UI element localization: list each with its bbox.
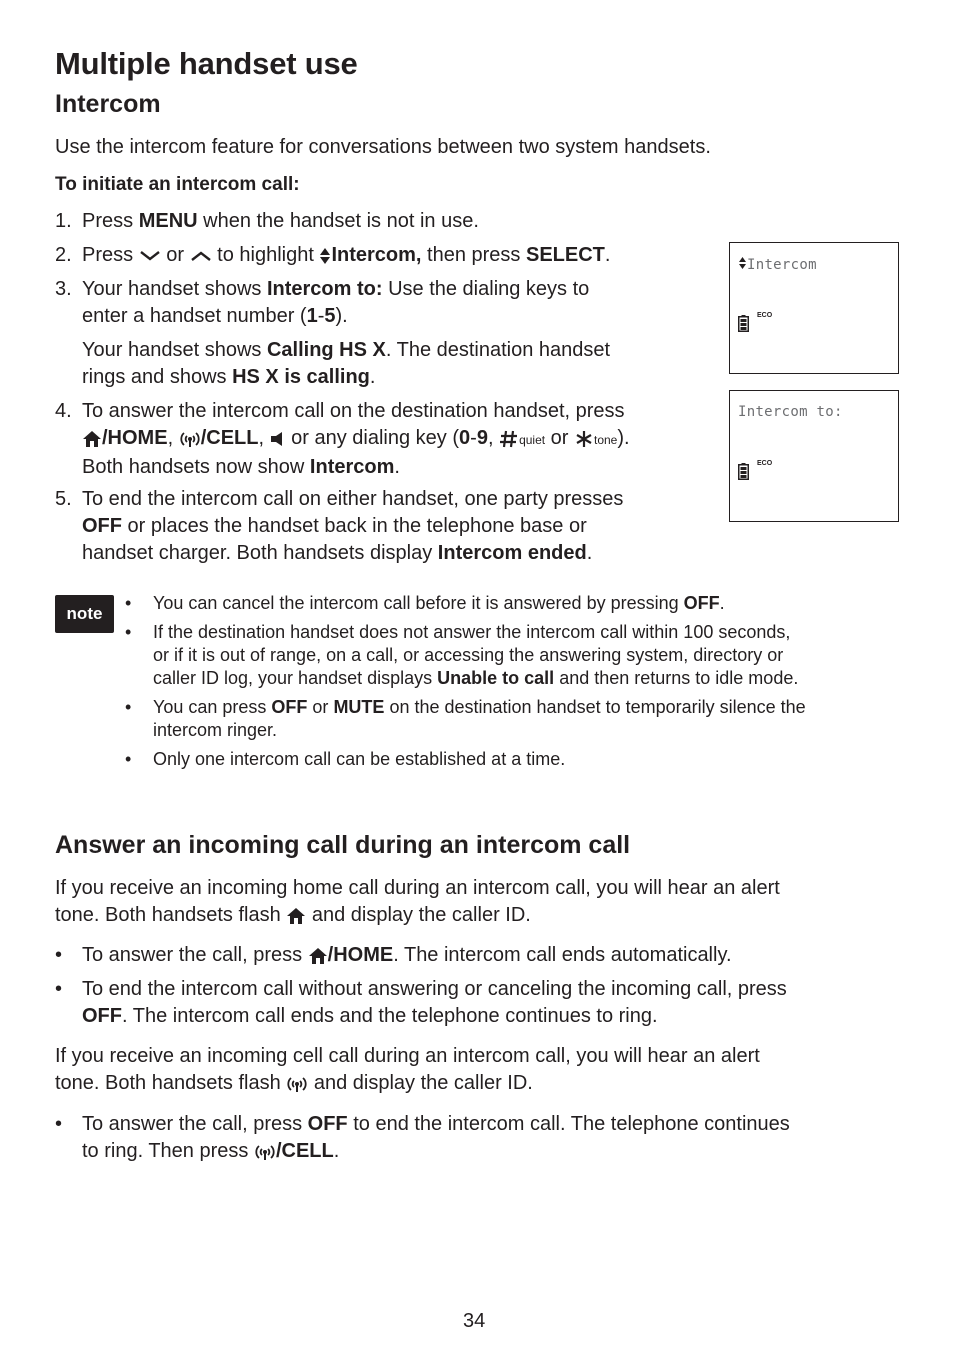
key-home: /HOME: [327, 944, 394, 966]
step-number: 3.: [55, 278, 72, 300]
paragraph-cell-call: [55, 1043, 760, 1097]
key-5: 5: [324, 305, 336, 327]
step-2-text: [82, 242, 610, 269]
note-item-2: [153, 621, 798, 690]
text: .: [369, 366, 376, 388]
display-intercom-to: Intercom to:: [266, 278, 383, 300]
text: to highlight: [211, 244, 320, 266]
quiet-label: quiet: [519, 433, 546, 447]
text: to end the intercom call. The telephone continues: [347, 1113, 790, 1135]
home-icon: [286, 907, 306, 925]
home-icon: [308, 947, 328, 965]
handset-screen-intercom: [729, 242, 899, 374]
text: handset charger. Both handsets display: [82, 542, 438, 564]
text: .: [719, 593, 725, 613]
text: on the destination handset to temporarily silence the: [384, 697, 806, 717]
note-item-3: [153, 696, 806, 742]
text: to ring. Then press: [82, 1140, 254, 1162]
key-home: /HOME: [102, 427, 168, 449]
text: You can press: [153, 697, 272, 717]
text: ,: [487, 427, 500, 449]
text: when the handset is not in use.: [197, 210, 479, 232]
key-select: SELECT: [526, 244, 605, 266]
text: ).: [335, 305, 348, 327]
text: -: [470, 427, 477, 449]
text: . The intercom call ends and the telephone continues to ring.: [122, 1005, 658, 1027]
screen-text-intercom-to: Intercom to:: [738, 404, 843, 420]
key-cell: /CELL: [200, 427, 259, 449]
cell-signal-icon: [179, 430, 201, 448]
chevron-up-icon: [190, 249, 212, 263]
text: To end the intercom call on either handset, one party presses: [82, 488, 624, 510]
intro-paragraph: Use the intercom feature for conversations between two system handsets.: [55, 136, 711, 158]
text: .: [333, 1140, 340, 1162]
text: ,: [167, 427, 179, 449]
text: intercom ringer.: [153, 720, 278, 740]
text: To answer the intercom call on the destination handset, press: [82, 400, 625, 422]
page-title: Multiple handset use: [55, 46, 358, 81]
text: Use the dialing keys to: [382, 278, 590, 300]
display-calling-hs: Calling HS X: [266, 339, 386, 361]
text: Your handset shows: [82, 339, 267, 361]
section-heading-intercom: Intercom: [55, 90, 161, 118]
text: or: [160, 244, 190, 266]
text: To answer the call, press: [82, 1113, 308, 1135]
bullet: •: [125, 593, 132, 613]
key-cell: /CELL: [275, 1140, 334, 1162]
step-number: 1.: [55, 210, 72, 232]
note-item-1: [153, 592, 725, 615]
pound-key-icon: [499, 429, 519, 449]
eco-indicator: ECO: [757, 312, 773, 319]
note-badge: note: [55, 595, 114, 633]
step-number: 5.: [55, 488, 72, 510]
cell-signal-icon: [286, 1075, 308, 1093]
display-intercom: Intercom: [309, 456, 395, 478]
step-3-continued: [82, 337, 610, 391]
text: You can cancel the intercom call before it is answered by pressing: [153, 593, 684, 613]
text: and display the caller ID.: [306, 904, 531, 926]
text: tone. Both handsets flash: [55, 904, 287, 926]
text: and display the caller ID.: [308, 1072, 533, 1094]
handset-screen-intercom-to: [729, 390, 899, 522]
bullet-end-intercom: [82, 976, 787, 1030]
up-down-arrow-icon: [738, 256, 747, 270]
key-off: OFF: [271, 697, 308, 717]
display-hs-calling: HS X is calling: [232, 366, 370, 388]
step-5-text: [82, 486, 623, 567]
subheading-initiate: To initiate an intercom call:: [55, 174, 300, 195]
cell-signal-icon: [254, 1143, 276, 1161]
text: Press: [82, 210, 139, 232]
step-4-text: [82, 398, 630, 481]
bullet: •: [125, 697, 132, 717]
text: or: [307, 697, 334, 717]
text: ).: [617, 427, 630, 449]
key-off: OFF: [82, 515, 122, 537]
text: rings and shows: [82, 366, 233, 388]
bullet: •: [125, 622, 132, 642]
page-number: 34: [463, 1310, 486, 1332]
text: Both handsets now show: [82, 456, 310, 478]
text: or: [545, 427, 574, 449]
up-down-arrow-icon: [319, 247, 331, 265]
text: tone. Both handsets flash: [55, 1072, 287, 1094]
screen-text: [738, 256, 817, 273]
speaker-icon: [270, 431, 286, 447]
step-1-text: [82, 208, 479, 235]
text: and then returns to idle mode.: [554, 668, 799, 688]
bullet-answer-home: [82, 942, 732, 969]
text: or places the handset back in the telephone base or: [122, 515, 587, 537]
note-item-4: Only one intercom call can be established at a time.: [153, 749, 566, 769]
battery-icon: [738, 463, 749, 480]
text: ,: [258, 427, 270, 449]
paragraph-home-call: [55, 875, 780, 929]
text: . The destination handset: [385, 339, 611, 361]
key-off: OFF: [307, 1113, 348, 1135]
text: Your handset shows: [82, 278, 267, 300]
text: enter a handset number (: [82, 305, 307, 327]
key-0: 0: [459, 427, 471, 449]
tone-label: tone: [594, 433, 618, 447]
text: .: [604, 244, 611, 266]
eco-indicator: ECO: [757, 460, 773, 467]
bullet: •: [55, 1113, 63, 1135]
screen-text-intercom: Intercom: [747, 257, 817, 273]
text: To answer the call, press: [82, 944, 308, 966]
text: -: [317, 305, 325, 327]
text: . The intercom call ends automatically.: [393, 944, 732, 966]
text: or any dialing key (: [285, 427, 460, 449]
text: caller ID log, your handset displays: [153, 668, 438, 688]
battery-icon: [738, 315, 749, 332]
text: If the destination handset does not answer the intercom call within 100 seconds,: [153, 622, 791, 642]
text: To end the intercom call without answering or canceling the incoming call, press: [82, 978, 787, 1000]
key-9: 9: [476, 427, 488, 449]
key-mute: MUTE: [333, 697, 385, 717]
display-intercom-ended: Intercom ended: [437, 542, 587, 564]
section-heading-answer-incoming: Answer an incoming call during an intercom call: [55, 831, 631, 859]
bullet: •: [125, 749, 132, 769]
bullet: •: [55, 944, 63, 966]
star-key-icon: [574, 429, 594, 449]
chevron-down-icon: [139, 249, 161, 263]
bullet-answer-cell: [82, 1111, 790, 1165]
text: If you receive an incoming home call during an intercom call, you will hear an alert: [55, 877, 780, 899]
key-off: OFF: [683, 593, 720, 613]
step-number: 2.: [55, 244, 72, 266]
text: .: [586, 542, 593, 564]
menu-intercom: Intercom,: [331, 244, 422, 266]
step-3-text: [82, 276, 589, 330]
text: Press: [82, 244, 139, 266]
text: then press: [421, 244, 526, 266]
home-icon: [82, 430, 102, 448]
bullet: •: [55, 978, 63, 1000]
text: .: [394, 456, 400, 478]
display-unable-to-call: Unable to call: [437, 668, 555, 688]
text: or if it is out of range, on a call, or accessing the answering system, directory or: [153, 645, 784, 665]
key-1: 1: [306, 305, 318, 327]
key-off: OFF: [82, 1005, 122, 1027]
key-menu: MENU: [138, 210, 198, 232]
text: If you receive an incoming cell call during an intercom call, you will hear an alert: [55, 1045, 760, 1067]
step-number: 4.: [55, 400, 72, 422]
